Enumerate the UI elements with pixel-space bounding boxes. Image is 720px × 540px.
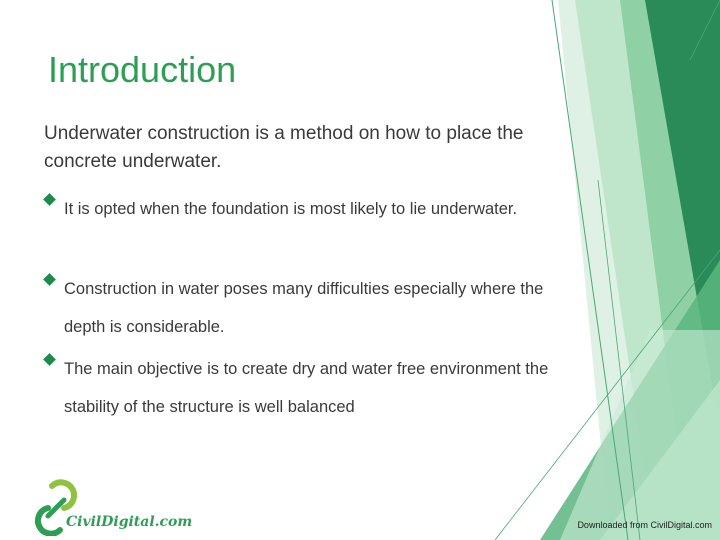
list-item [44, 270, 584, 350]
diamond-bullet-icon [43, 193, 56, 206]
civildigital-logo [30, 478, 193, 536]
list-item [44, 350, 584, 430]
intro-paragraph: Underwater construction is a method on how to place the concrete underwater. [44, 123, 524, 172]
diamond-bullet-icon [43, 273, 56, 286]
list-item [44, 190, 584, 270]
bullet-text: It is opted when the foundation is most likely to lie underwater. [64, 200, 518, 218]
bullet-list [44, 190, 584, 430]
slide-title: Introduction [48, 49, 237, 90]
download-credit: Downloaded from CivilDigital.com [577, 520, 712, 530]
logo-text: CivilDigital.com [66, 514, 193, 530]
bullet-text: Construction in water poses many difficulties especially where the depth is considerable. [64, 280, 544, 336]
lower-pale-wedge [560, 330, 720, 540]
bullet-text: The main objective is to create dry and water free environment the stability of the structure is well balanced [64, 360, 549, 416]
diamond-bullet-icon [43, 353, 56, 366]
